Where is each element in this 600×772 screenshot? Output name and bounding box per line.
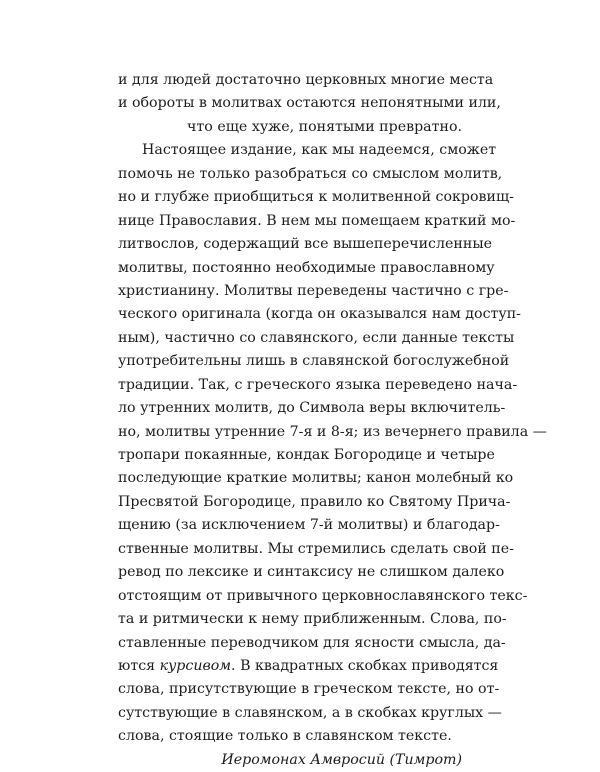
text-line: Пресвятой Богородице, правило ко Святому Прича- [118,493,511,510]
text-line: Настоящее издание, как мы надеемся, сможет [142,142,497,159]
text-line: та и ритмически к нему приближенным. Слова, по- [118,611,507,628]
text-line: нице Православия. В нем мы помещаем краткий мо- [118,212,516,229]
text-line: ревод по лексике и синтаксису не слишком далеко [118,564,505,581]
text-line: ло утренних молитв, до Символа веры включитель- [118,400,506,417]
text-line: ческого оригинала (когда он оказывался нам доступ- [118,306,521,323]
text-line: ным), частично со славянского, если данные тексты [118,329,515,346]
text-line: и обороты в молитвах остаются непонятными или, [118,95,501,112]
text-line: последующие краткие молитвы; канон молебный ко [118,470,514,487]
text-line: помочь не только разобраться со смыслом молитв, [118,165,503,182]
text-line: тропари покаянные, кондак Богородице и четыре [118,447,495,463]
text-line: ственные молитвы. Мы стремились сделать свой пе- [118,540,514,557]
text-fragment: . В квадратных скобках приводятся [231,657,499,674]
text-line: ставленные переводчиком для ясности смысла, да- [118,634,506,651]
author-signature: Иеромонах Амвросий (Тимрот) [221,751,462,768]
text-line: употребительны лишь в славянской богослужебной [118,353,510,370]
text-line: щению (за исключением 7-й молитвы) и благодар- [118,517,500,534]
text-line: и для людей достаточно церковных многие места [118,72,494,88]
text-line: отстоящим от привычного церковнославянского текс- [118,587,528,604]
text-line: молитвы, постоянно необходимые православному [118,259,495,276]
text-line: христианину. Молитвы переведены частично с гре- [118,282,509,299]
text-line-with-italic [118,655,499,678]
text-line: сутствующие в славянском, а в скобках круглых — [118,704,502,721]
text-line: что еще хуже, понятыми превратно. [187,118,462,135]
text-block [118,69,547,772]
text-fragment: ются [118,657,160,674]
text-line: но и глубже приобщиться к молитвенной сокровищ- [118,189,514,206]
text-line: литвослов, содержащий все вышеперечисленные [118,236,493,253]
text-line: слова, присутствующие в греческом тексте, но от- [118,681,500,698]
text-line: слова, стоящие только в славянском тексте. [118,728,452,745]
italic-word: курсивом [159,657,232,674]
text-line: традиции. Так, с греческого языка переведено нача- [118,376,518,393]
text-line: но, молитвы утренние 7-я и 8-я; из вечернего правила — [118,423,547,440]
